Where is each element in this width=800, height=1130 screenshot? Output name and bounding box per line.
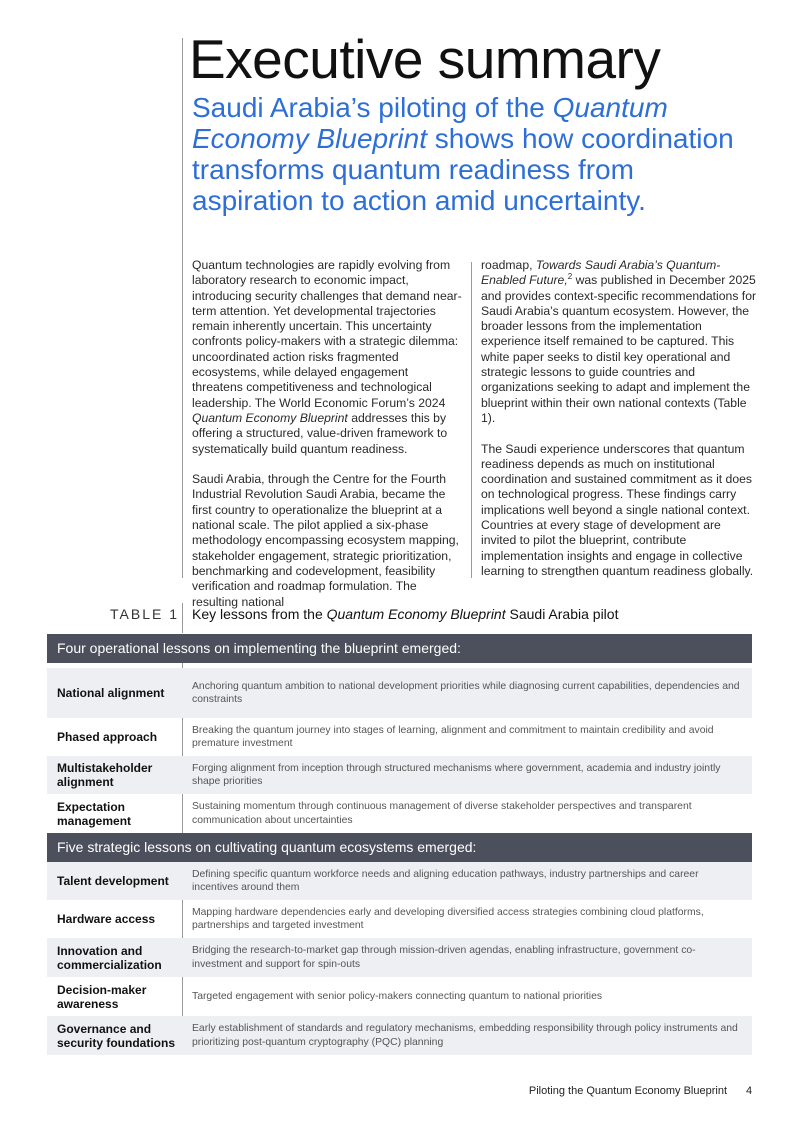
row-label: National alignment [57, 686, 165, 700]
row-description: Defining specific quantum workforce needs and aligning education pathways, industry partnerships and career incentives around them [192, 868, 699, 893]
footer-title: Piloting the Quantum Economy Blueprint [528, 1085, 727, 1097]
row-label: Phased approach [57, 730, 158, 744]
column-rule [471, 262, 472, 578]
table-title-emphasis: Quantum Economy Blueprint [326, 606, 506, 622]
table-row [47, 938, 752, 977]
table-section-header: Five strategic lessons on cultivating quantum ecosystems emerged: [47, 833, 752, 862]
subtitle-text-1: Saudi Arabia’s piloting of the [192, 92, 553, 123]
table-row [47, 668, 752, 718]
body-paragraph-3 [481, 258, 759, 426]
row-description: Forging alignment from inception through structured mechanisms where government, academia and industry jointly shape priorities [192, 762, 721, 787]
table-row [47, 718, 752, 756]
row-label: Decision-maker awareness [57, 982, 147, 1011]
row-label: Governance and security foundations [57, 1021, 176, 1050]
footnote-reference[interactable]: 2 [567, 272, 573, 282]
table-row [47, 900, 752, 938]
paragraph-emphasis: Quantum Economy Blueprint [192, 410, 348, 425]
row-label: Hardware access [57, 912, 156, 926]
table-title [192, 606, 618, 622]
table-row [47, 794, 752, 833]
row-description: Sustaining momentum through continuous management of diverse stakeholder perspectives and transparent communication about uncertainties [192, 801, 692, 826]
row-label: Talent development [57, 874, 169, 888]
row-description: Breaking the quantum journey into stages of learning, alignment and commitment to maintain credibility and avoid premature investment [192, 724, 714, 749]
page-title: Executive summary [189, 28, 661, 90]
table-title-text: Key lessons from the [192, 606, 327, 622]
row-label: Expectation management [57, 799, 132, 828]
row-description: Early establishment of standards and regulatory mechanisms, embedding responsibility through policy instruments and prioritizing post-quantum cryptography (PQC) planning [192, 1023, 738, 1048]
table-section-header: Four operational lessons on implementing the blueprint emerged: [47, 634, 752, 663]
body-paragraph-2: Saudi Arabia, through the Centre for the Fourth Industrial Revolution Saudi Arabia, became the first country to operationalize the blueprint at a national scale. The pilot applied a six-phase methodology encompassing ecosystem mapping, stakeholder engagement, strategic prioritization, benchmarking and codevelopment, feasibility verification and roadmap formulation. The resulting national [192, 472, 459, 609]
paragraph-text: addresses this by offering a structured, value-driven framework to systematically build quantum readiness. [192, 410, 448, 456]
table-row [47, 756, 752, 794]
table-row [47, 977, 752, 1016]
row-description: Targeted engagement with senior policy-makers connecting quantum to national priorities [192, 990, 603, 1002]
body-paragraph-1 [192, 258, 462, 457]
title-rule [182, 38, 183, 578]
body-paragraph-4: The Saudi experience underscores that quantum readiness depends as much on institutional coordination and sustained commitment as it does on technological progress. These findings carry implications well beyond a single national context. Countries at every stage of development are invited to pilot the blueprint, contribute implementation insights and engage in collective learning to strengthen quantum readiness globally. [481, 441, 754, 578]
subtitle-emphasis: Quantum Economy Blueprint [192, 92, 668, 154]
page-number: 4 [746, 1085, 753, 1097]
paragraph-text: was published in December 2025 and provides context-specific recommendations for Saudi Arabia’s quantum ecosystem. However, the broader lessons from the implementation experience itself remained to be captured. This white paper seeks to distil key operational and strategic lessons to guide countries and organizations seeking to adapt and implement the blueprint within their own national contexts (Table 1). [481, 273, 757, 425]
row-description: Mapping hardware dependencies early and developing diversified access strategies combining cloud platforms, partnerships and targeted investment [192, 906, 704, 931]
paragraph-emphasis: Towards Saudi Arabia’s Quantum-Enabled Future, [481, 258, 721, 288]
table-row [47, 862, 752, 900]
body-column-right [481, 258, 759, 595]
paragraph-text: Quantum technologies are rapidly evolving from laboratory research to economic impact, introducing security challenges that demand near-term attention. Yet developmental trajectories remain inherently uncertain. This uncertainty confronts policy-makers with a strategic dilemma: uncoordinated action risks fragmented ecosystems, while delayed engagement threatens competitiveness and technological leadership. The World Economic Forum’s 2024 [192, 258, 462, 410]
row-label: Innovation and commercialization [57, 943, 162, 972]
paragraph-text: roadmap, [481, 258, 536, 272]
body-column-left [192, 258, 462, 625]
row-label: Multistakeholder alignment [57, 761, 153, 789]
page-subtitle [192, 92, 752, 216]
table-title-text: Saudi Arabia pilot [505, 606, 619, 622]
table-row [47, 1016, 752, 1055]
caption-rule [182, 603, 183, 633]
row-description: Anchoring quantum ambition to national development priorities while diagnosing current capabilities, dependencies and constraints [192, 680, 740, 705]
row-description: Bridging the research-to-market gap through mission-driven agendas, enabling infrastructure, government co-investment and support for spin-outs [192, 945, 696, 970]
subtitle-text-2: shows how coordination transforms quantum readiness from aspiration to action amid uncertainty. [192, 123, 734, 216]
table-label: TABLE 1 [110, 606, 179, 622]
